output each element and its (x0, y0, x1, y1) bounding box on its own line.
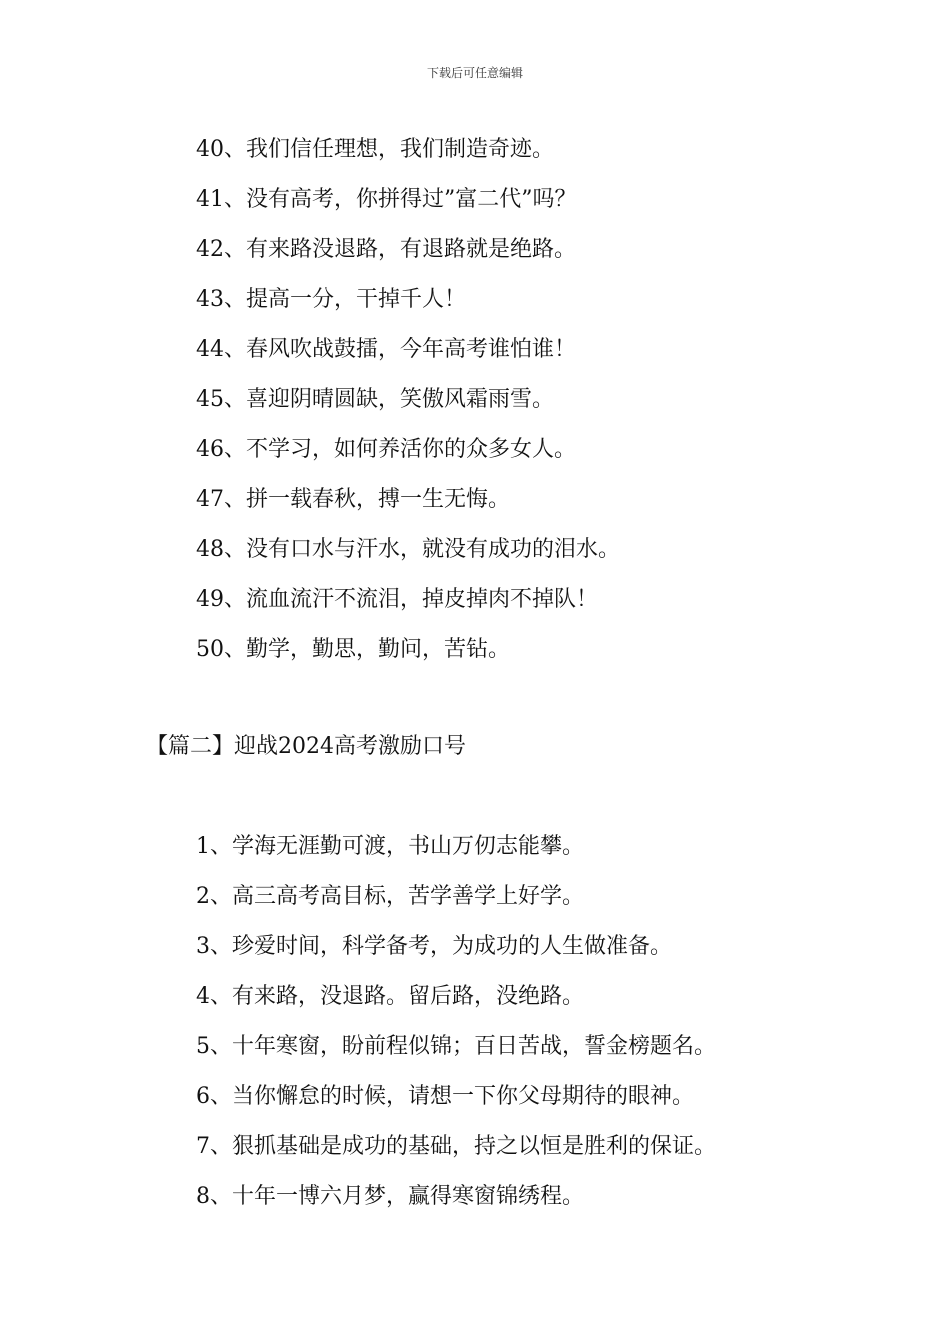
list-item: 48、没有口水与汗水，就没有成功的泪水。 (196, 537, 620, 562)
list-item: 8、十年一博六月梦，赢得寒窗锦绣程。 (196, 1184, 584, 1209)
list-item: 2、高三高考高目标，苦学善学上好学。 (196, 884, 584, 909)
list-item: 5、十年寒窗，盼前程似锦；百日苦战，誓金榜题名。 (196, 1034, 716, 1059)
list-item: 44、春风吹战鼓擂，今年高考谁怕谁！ (196, 337, 576, 362)
list-item: 50、勤学，勤思，勤问，苦钻。 (196, 637, 510, 662)
list-item: 47、拼一载春秋，搏一生无悔。 (196, 487, 510, 512)
page-header: 下载后可任意编辑 (426, 66, 523, 80)
list-item: 40、我们信任理想，我们制造奇迹。 (196, 137, 554, 162)
list-item: 42、有来路没退路，有退路就是绝路。 (196, 237, 576, 262)
slogan-list-1 (196, 125, 620, 675)
section-heading: 【篇二】迎战2024高考激励口号 (146, 734, 466, 759)
list-item: 45、喜迎阴晴圆缺，笑傲风霜雨雪。 (196, 387, 554, 412)
list-item: 3、珍爱时间，科学备考，为成功的人生做准备。 (196, 934, 672, 959)
list-item: 43、提高一分，干掉千人！ (196, 287, 466, 312)
list-item: 41、没有高考，你拼得过”富二代”吗？ (196, 187, 577, 212)
list-item: 6、当你懈怠的时候，请想一下你父母期待的眼神。 (196, 1084, 694, 1109)
list-item: 4、有来路，没退路。留后路，没绝路。 (196, 984, 584, 1009)
list-item: 49、流血流汗不流泪，掉皮掉肉不掉队！ (196, 587, 598, 612)
list-item: 1、学海无涯勤可渡，书山万仞志能攀。 (196, 834, 584, 859)
list-item: 7、狠抓基础是成功的基础，持之以恒是胜利的保证。 (196, 1134, 716, 1159)
list-item: 46、不学习，如何养活你的众多女人。 (196, 437, 576, 462)
slogan-list-2 (196, 822, 716, 1222)
